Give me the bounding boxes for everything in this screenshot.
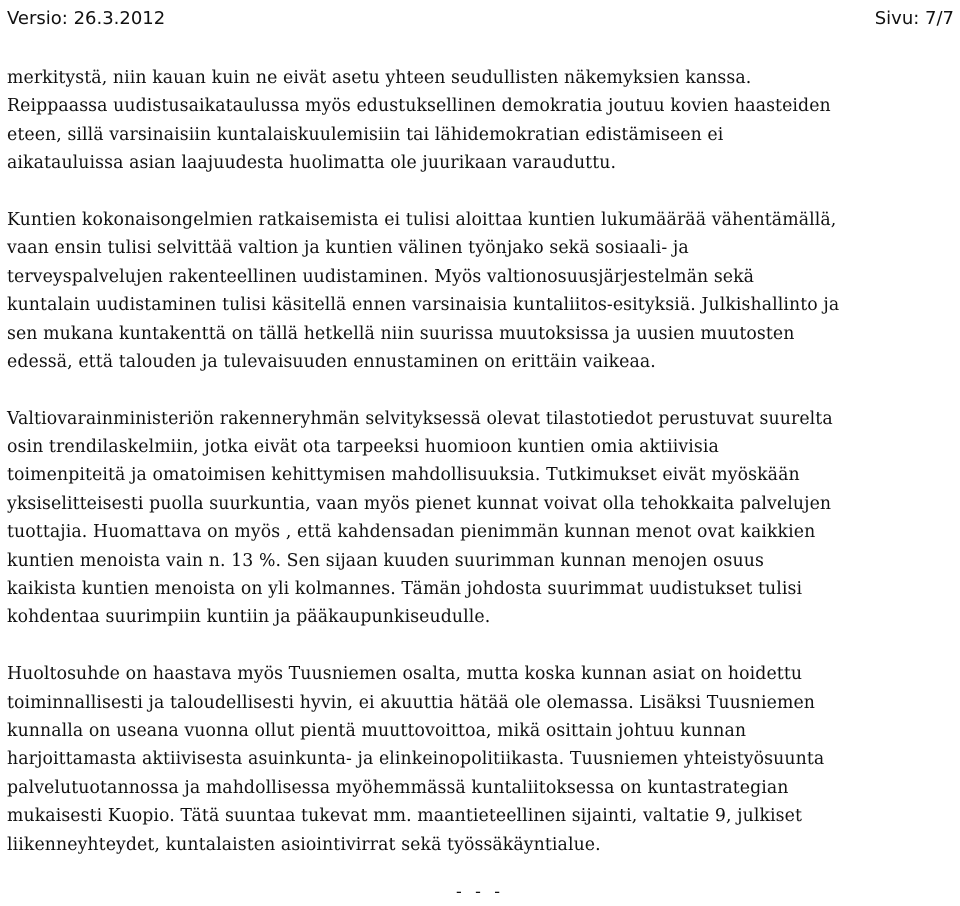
text-line: aikatauluissa asian laajuudesta huolimatta ole juurikaan varauduttu.	[7, 153, 617, 174]
text-line: liikenneyhteydet, kuntalaisten asiointivirrat sekä työssäkäyntialue.	[7, 834, 601, 855]
paragraph	[7, 206, 955, 376]
text-line: kunnalla on useana vuonna ollut pientä muuttovoittoa, mikä osittain johtuu kunnan	[7, 720, 747, 741]
text-line: Valtiovarainministeriön rakenneryhmän selvityksessä olevat tilastotiedot perustuvat suurelta	[7, 408, 833, 429]
text-line: toimenpiteitä ja omatoimisen kehittymisen mahdollisuuksia. Tutkimukset eivät myöskään	[7, 465, 800, 486]
text-line: palvelutuotannossa ja mahdollisessa myöhemmässä kuntaliitoksessa on kuntastrategian	[7, 777, 789, 798]
page-number: Sivu: 7/7	[874, 8, 954, 29]
text-line: kaikista kuntien menoista on yli kolmannes. Tämän johdosta suurimmat uudistukset tulisi	[7, 579, 803, 600]
text-line: merkitystä, niin kauan kuin ne eivät asetu yhteen seudullisten näkemyksien kanssa.	[7, 68, 752, 88]
text-line: edessä, että talouden ja tulevaisuuden ennustaminen on erittäin vaikeaa.	[7, 351, 656, 372]
text-line: toiminnallisesti ja taloudellisesti hyvin, ei akuuttia hätää ole olemassa. Lisäksi Tuusniemen	[7, 692, 816, 713]
text-line: kuntalain uudistaminen tulisi käsitellä ennen varsinaisia kuntaliitos-esityksiä. Julkishallinto ja	[7, 295, 840, 316]
paragraph	[7, 405, 955, 632]
text-line: mukaisesti Kuopio. Tätä suuntaa tukevat mm. maantieteellinen sijainti, valtatie 9, julkiset	[7, 806, 803, 827]
text-line: osin trendilaskelmiin, jotka eivät ota tarpeeksi huomioon kuntien omia aktiivisia	[7, 437, 719, 458]
text-line: kohdentaa suurimpiin kuntiin ja pääkaupunkiseudulle.	[7, 607, 491, 628]
page-header	[7, 0, 954, 34]
end-mark: - - -	[455, 882, 505, 902]
text-line: eteen, sillä varsinaisiin kuntalaiskuulemisiin tai lähidemokratian edistämiseen ei	[7, 124, 724, 145]
text-line: harjoittamasta aktiivisesta asuinkunta- ja elinkeinopolitiikasta. Tuusniemen yhteistyösuunta	[7, 749, 825, 770]
text-line: yksiselitteisesti puolla suurkuntia, vaan myös pienet kunnat voivat olla tehokkaita palvelujen	[7, 493, 832, 514]
text-line: vaan ensin tulisi selvittää valtion ja kuntien välinen työnjako sekä sosiaali- ja	[7, 238, 689, 259]
text-line: Huoltosuhde on haastava myös Tuusniemen osalta, mutta koska kunnan asiat on hoidettu	[7, 664, 803, 685]
text-line: terveyspalvelujen rakenteellinen uudistaminen. Myös valtionosuusjärjestelmän sekä	[7, 266, 755, 287]
document-body	[7, 64, 955, 887]
text-line: kuntien menoista vain n. 13 %. Sen sijaan kuuden suurimman kunnan menojen osuus	[7, 550, 764, 571]
version-date: Versio: 26.3.2012	[7, 8, 166, 29]
paragraph	[7, 64, 955, 178]
text-line: tuottajia. Huomattava on myös , että kahdensadan pienimmän kunnan menot ovat kaikkien	[7, 522, 816, 543]
text-line: Kuntien kokonaisongelmien ratkaisemista ei tulisi aloittaa kuntien lukumäärää vähentämällä,	[7, 209, 837, 230]
text-line: Reippaassa uudistusaikataulussa myös edustuksellinen demokratia joutuu kovien haasteiden	[7, 96, 831, 117]
paragraph	[7, 660, 955, 859]
text-line: sen mukana kuntakenttä on tällä hetkellä niin suurissa muutoksissa ja uusien muutosten	[7, 323, 795, 344]
